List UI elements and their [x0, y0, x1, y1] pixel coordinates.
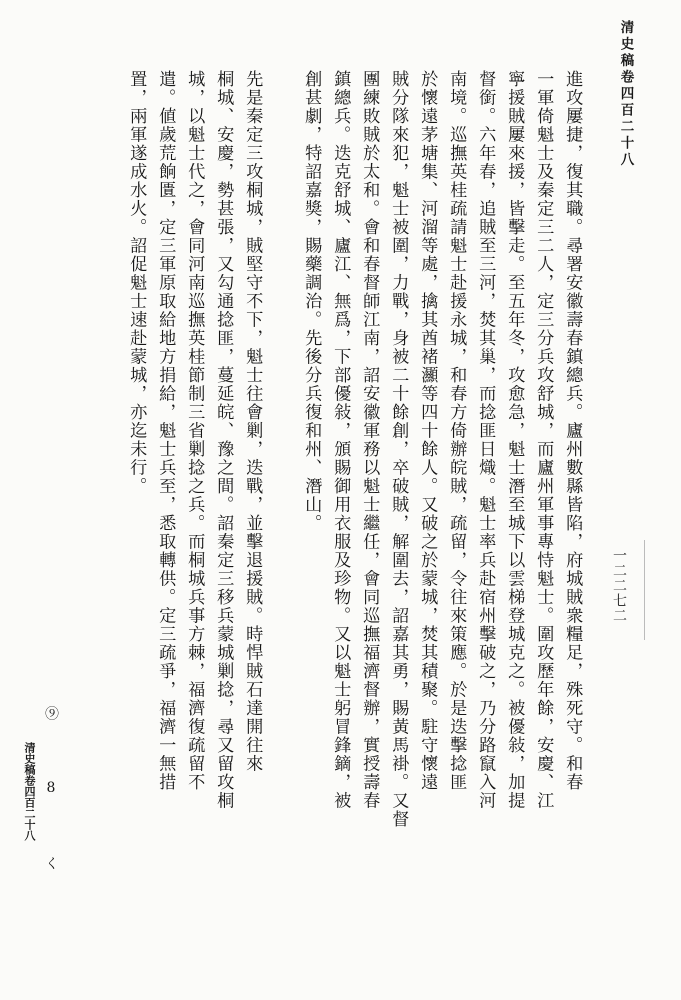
text-column: 一軍倚魁士及秦定三二人，定三分兵攻舒城，而廬州軍事專恃魁士。圍攻歷年餘，安慶、江 [533, 70, 554, 810]
text-column: 賊分隊來犯，魁士被圍，力戰，身被二十餘創，卒破賊，解圍去，詔嘉其勇，賜黃馬褂。又督 [388, 70, 409, 829]
page-edge-mark [644, 540, 645, 640]
text-column: 督銜。六年春，追賊至三河，焚其巢，而捻匪日熾。魁士率兵赴宿州擊破之，乃分路竄入河 [475, 70, 496, 810]
text-column: 於懷遠茅塘集、河溜等處，擒其酋褚灦等四十餘人。又破之於蒙城，焚其積聚。駐守懷遠 [417, 70, 438, 792]
text-column: 置，兩軍遂成水火。詔促魁士速赴蒙城，亦迄未行。 [126, 70, 147, 496]
text-column: 桐城、安慶，勢甚張，又勾通捻匪，蔓延皖、豫之間。詔秦定三移兵蒙城剿捻，尋又留攻桐 [213, 70, 234, 810]
footer-marks: ⑨ 8 く [43, 706, 59, 892]
text-column: 遣。値歲荒餉匱，定三軍原取給地方捐給，魁士兵至，悉取轉供。定三疏爭，福濟一無措 [155, 70, 176, 792]
text-column: 進攻屢捷，復其職。尋署安徽壽春鎮總兵。廬州數縣皆陷，府城賊衆糧足，殊死守。和春 [562, 70, 583, 792]
footer-code: 清史稿卷四百二十八 [23, 742, 36, 841]
text-column: 創甚劇，特詔嘉獎，賜藥調治。先後分兵復和州、潛山。 [301, 70, 322, 533]
text-column: 寧援賊屢來援，皆擊走。至五年冬，攻愈急，魁士潛至城下以雲梯登城克之。被優敍，加提 [504, 70, 525, 810]
text-column: 先是秦定三攻桐城，賊堅守不下，魁士往會剿，迭戰，並擊退援賊。時悍賊石達開往來 [242, 70, 263, 773]
text-column: 團練敗賊於太和。會和春督師江南，詔安徽軍務以魁士繼任，會同巡撫福濟督辦，實授壽春 [359, 70, 380, 810]
page-number: 一二二七二 [611, 548, 627, 623]
text-column: 城，以魁士代之，會同河南巡撫英桂節制三省剿捻之兵。而桐城兵事方棘，福濟復疏留不 [184, 70, 205, 792]
text-column: 南境。巡撫英桂疏請魁士赴援永城，和春方倚辦皖賊，疏留，令往來策應。於是迭擊捻匪 [446, 70, 467, 792]
text-column: 鎮總兵。迭克舒城、廬江、無爲，下部優敍，頒賜御用衣服及珍物。又以魁士躬冒鋒鏑，被 [330, 70, 351, 810]
running-header: 清史稿卷四百二十八 [617, 20, 634, 169]
